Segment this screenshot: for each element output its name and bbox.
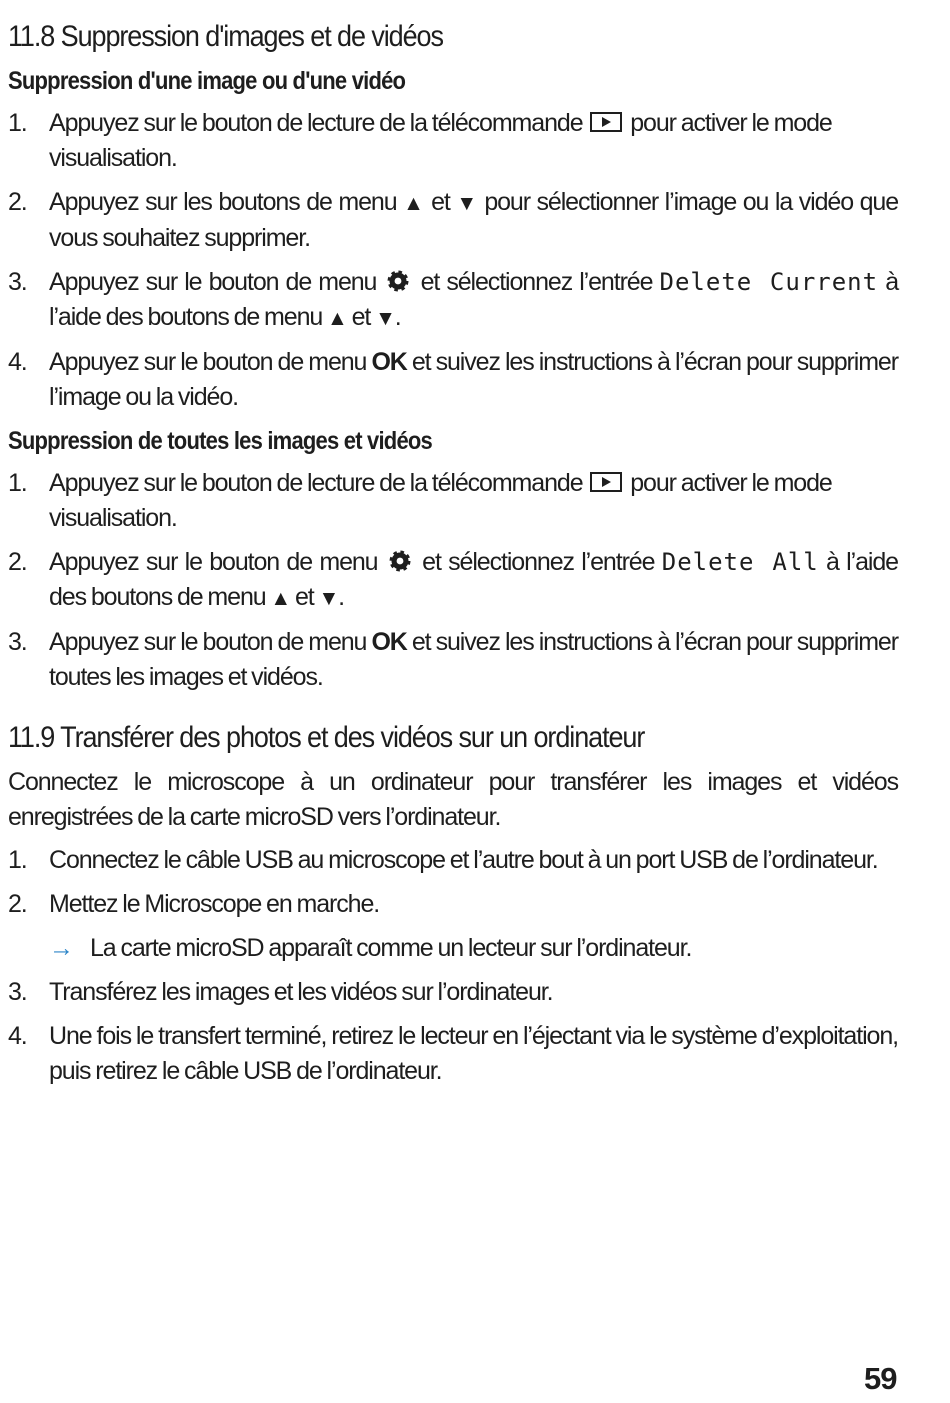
down-triangle-icon: ▼ [375, 307, 395, 330]
steps-delete-all [8, 466, 900, 695]
list-item: 3. Appuyez sur le bouton de menu et sélectionnez l’entrée Delete Current à l’aide des boutons de menu ▲ et ▼. [8, 265, 898, 336]
ok-button-label: OK [371, 628, 407, 656]
gear-icon [388, 549, 412, 573]
step-number: 3. [8, 978, 27, 1006]
step-number: 3. [8, 268, 27, 296]
list-item: 2. Appuyez sur les boutons de menu ▲ et ▼ pour sélectionner l’image ou la vidéo que vous souhaitez supprimer. [8, 185, 898, 256]
down-triangle-icon: ▼ [456, 192, 478, 215]
list-item: 3. Transférez les images et les vidéos sur l’ordinateur. [8, 975, 898, 1010]
ok-button-label: OK [371, 348, 407, 376]
result-note: → La carte microSD apparaît comme un lecteur sur l’ordinateur. [8, 931, 898, 966]
list-item: 3. Appuyez sur le bouton de menu OK et suivez les instructions à l’écran pour supprimer toutes les images et vidéos. [8, 625, 898, 695]
step-number: 1. [8, 469, 27, 497]
subheading-delete-all: Suppression de toutes les images et vidéos [8, 427, 432, 455]
manual-page [8, 18, 900, 1098]
step-number: 4. [8, 1022, 27, 1050]
up-triangle-icon: ▲ [403, 192, 425, 215]
up-triangle-icon: ▲ [270, 587, 291, 610]
result-arrow-icon: → [49, 934, 73, 962]
list-item: 4. Une fois le transfert terminé, retirez le lecteur en l’éjectant via le système d’exploitation, puis retirez le câble USB de l’ordinateur. [8, 1019, 898, 1089]
page-number: 59 [864, 1361, 897, 1396]
step-number: 2. [8, 548, 27, 576]
step-number: 2. [8, 890, 27, 918]
step-number: 3. [8, 628, 27, 656]
section-heading-11-9: 11.9 Transférer des photos et des vidéos sur un ordinateur [8, 721, 645, 754]
intro-paragraph: Connectez le microscope à un ordinateur pour transférer les images et vidéos enregistrées de la carte microSD vers l’ordinateur. [8, 768, 898, 831]
play-button-icon [590, 472, 622, 492]
play-button-icon [590, 112, 622, 132]
list-item: 2. Mettez le Microscope en marche. [8, 887, 898, 922]
steps-delete-one [8, 106, 900, 415]
list-item: 1. Connectez le câble USB au microscope et l’autre bout à un port USB de l’ordinateur. [8, 843, 898, 878]
up-triangle-icon: ▲ [327, 307, 347, 330]
subheading-delete-one: Suppression d'une image ou d'une vidéo [8, 67, 406, 95]
list-item: 4. Appuyez sur le bouton de menu OK et suivez les instructions à l’écran pour supprimer l’image ou la vidéo. [8, 345, 898, 415]
list-item: 1. Appuyez sur le bouton de lecture de la télécommande pour activer le mode visualisation. [8, 466, 898, 536]
list-item: 2. Appuyez sur le bouton de menu et sélectionnez l’entrée Delete All à l’aide des boutons de menu ▲ et ▼. [8, 545, 898, 616]
gear-icon [386, 269, 410, 293]
step-number: 1. [8, 846, 27, 874]
step-number: 4. [8, 348, 27, 376]
step-number: 2. [8, 188, 27, 216]
section-heading-11-8: 11.8 Suppression d'images et de vidéos [8, 20, 443, 53]
down-triangle-icon: ▼ [318, 587, 339, 610]
menu-entry-delete-current: Delete Current [659, 268, 879, 296]
steps-transfer [8, 843, 900, 1089]
list-item: 1. Appuyez sur le bouton de lecture de la télécommande pour activer le mode visualisation. [8, 106, 898, 176]
step-number: 1. [8, 109, 27, 137]
menu-entry-delete-all: Delete All [661, 548, 819, 576]
